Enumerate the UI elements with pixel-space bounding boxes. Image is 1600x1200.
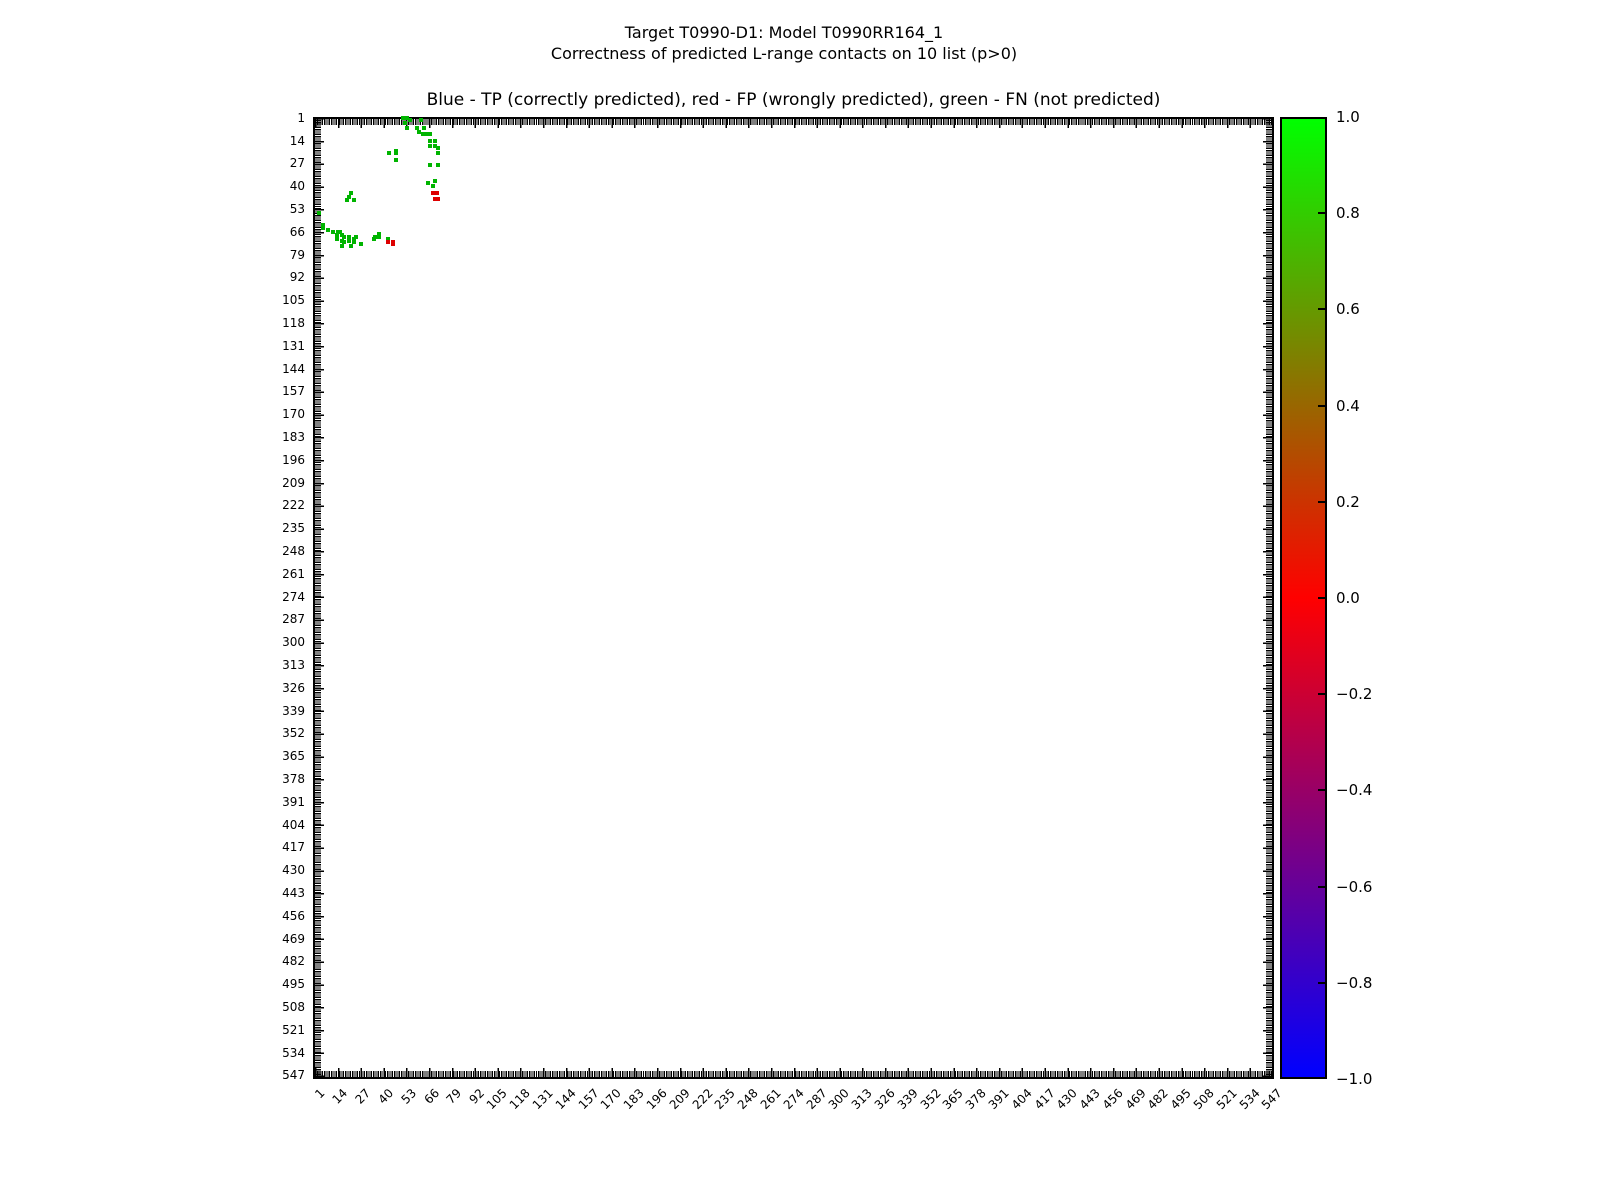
x-tick-label: 352 <box>917 1086 944 1113</box>
y-tick-label: 352 <box>282 726 305 741</box>
y-tick-label: 209 <box>282 475 305 490</box>
minor-ticks-left <box>315 119 321 1077</box>
contact-map-plot <box>313 117 1274 1079</box>
x-tick-label: 1 <box>312 1086 328 1102</box>
scatter-dot <box>428 132 432 136</box>
x-tick-label: 170 <box>598 1086 625 1113</box>
colorbar-tick-label: −0.6 <box>1336 877 1373 896</box>
y-tick-label: 53 <box>289 202 305 217</box>
scatter-dot <box>347 239 351 243</box>
scatter-dot <box>377 235 381 239</box>
colorbar-tick-label: 0.6 <box>1336 300 1360 319</box>
x-tick-label: 313 <box>848 1086 875 1113</box>
scatter-dot <box>428 163 432 167</box>
scatter-dot <box>391 242 395 246</box>
scatter-dot <box>394 158 398 162</box>
scatter-dot <box>317 211 321 215</box>
colorbar-tick-mark <box>1318 212 1325 214</box>
x-tick-label: 534 <box>1236 1086 1263 1113</box>
scatter-dot <box>359 242 363 246</box>
scatter-dot <box>436 163 440 167</box>
y-tick-label: 482 <box>282 954 305 969</box>
y-tick-label: 92 <box>289 270 305 285</box>
major-ticks-right <box>1263 119 1272 1077</box>
x-tick-label: 443 <box>1076 1086 1103 1113</box>
scatter-dot <box>419 118 423 122</box>
colorbar-tick-mark <box>1318 597 1325 599</box>
y-tick-label: 534 <box>282 1045 305 1060</box>
x-tick-label: 235 <box>712 1086 739 1113</box>
x-tick-label: 261 <box>757 1086 784 1113</box>
scatter-dot <box>436 146 440 150</box>
colorbar-tick-mark <box>1318 501 1325 503</box>
colorbar-tick-label: 0.0 <box>1336 589 1360 607</box>
scatter-dot <box>436 197 440 201</box>
colorbar-tick-label: −0.8 <box>1336 973 1373 992</box>
scatter-dot <box>433 179 437 183</box>
y-tick-label: 365 <box>282 749 305 764</box>
colorbar-tick-mark <box>1318 405 1325 407</box>
y-tick-label: 40 <box>289 179 305 194</box>
x-tick-label: 521 <box>1213 1086 1240 1113</box>
scatter-dot <box>387 151 391 155</box>
y-tick-label: 118 <box>282 316 305 331</box>
x-tick-label: 209 <box>666 1086 693 1113</box>
x-tick-label: 495 <box>1167 1086 1195 1113</box>
scatter-dot <box>340 244 344 248</box>
colorbar-tick-label: 0.2 <box>1336 492 1360 511</box>
colorbar-tick-label: 1.0 <box>1336 108 1360 126</box>
x-tick-label: 157 <box>575 1086 602 1113</box>
colorbar-tick-label: −1.0 <box>1336 1070 1373 1088</box>
x-tick-label: 274 <box>780 1086 807 1113</box>
y-tick-label: 469 <box>282 931 305 946</box>
minor-ticks-top <box>315 119 1272 125</box>
y-tick-label: 79 <box>289 247 305 262</box>
y-tick-label: 144 <box>282 361 305 376</box>
scatter-dot <box>428 144 432 148</box>
y-tick-label: 417 <box>282 840 305 855</box>
x-tick-label: 378 <box>962 1086 989 1113</box>
x-tick-label: 92 <box>466 1086 488 1107</box>
scatter-dot <box>335 237 339 241</box>
x-tick-label: 339 <box>894 1086 921 1113</box>
y-tick-label: 378 <box>282 772 305 786</box>
y-tick-label: 443 <box>282 885 305 900</box>
scatter-dot <box>426 181 430 185</box>
x-tick-label: 391 <box>985 1086 1012 1113</box>
y-tick-label: 1 <box>297 110 305 125</box>
y-tick-label: 222 <box>282 498 305 513</box>
y-tick-label: 430 <box>282 863 305 878</box>
x-tick-label: 79 <box>443 1086 465 1107</box>
y-tick-label: 404 <box>282 817 305 832</box>
colorbar-tick-mark <box>1318 693 1325 695</box>
major-ticks-top <box>315 119 1272 128</box>
scatter-dot <box>433 139 437 143</box>
x-tick-label: 183 <box>620 1086 647 1113</box>
colorbar-tick-mark <box>1318 308 1325 310</box>
scatter-dot <box>345 198 349 202</box>
y-tick-label: 248 <box>282 544 305 559</box>
scatter-dot <box>436 151 440 155</box>
figure-title-line2: Correctness of predicted L-range contacts on 10 list (p>0) <box>550 44 1018 63</box>
colorbar-tick-mark <box>1318 789 1325 791</box>
scatter-dot <box>352 198 356 202</box>
scatter-dot <box>431 184 435 188</box>
colorbar-tick-label: 0.8 <box>1336 204 1360 223</box>
scatter-dot <box>422 126 426 130</box>
x-tick-label: 144 <box>552 1086 579 1113</box>
scatter-dot <box>403 121 407 125</box>
figure-title <box>0 22 1568 64</box>
x-tick-label: 417 <box>1031 1086 1058 1113</box>
y-tick-label: 495 <box>282 977 305 992</box>
y-tick-label: 196 <box>282 452 305 467</box>
x-tick-label: 105 <box>484 1086 511 1113</box>
y-tick-label: 339 <box>282 703 305 718</box>
y-tick-label: 391 <box>282 794 305 809</box>
colorbar-tick-label: −0.2 <box>1336 685 1373 704</box>
x-tick-label: 482 <box>1145 1086 1172 1113</box>
x-tick-label: 404 <box>1008 1086 1035 1113</box>
x-tick-label: 131 <box>529 1086 556 1113</box>
y-tick-label: 170 <box>282 407 305 422</box>
y-tick-label: 66 <box>289 224 305 239</box>
scatter-dot <box>326 228 330 232</box>
major-ticks-bottom <box>315 1068 1272 1077</box>
y-tick-label: 261 <box>282 566 305 581</box>
y-tick-label: 508 <box>282 999 305 1014</box>
y-tick-label: 521 <box>282 1022 305 1037</box>
x-tick-label: 53 <box>398 1086 419 1107</box>
scatter-dot <box>408 118 412 122</box>
scatter-dot <box>321 226 325 230</box>
minor-ticks-bottom <box>315 1071 1272 1077</box>
x-tick-label: 547 <box>1259 1086 1286 1113</box>
x-tick-label: 40 <box>375 1086 397 1107</box>
x-tick-label: 14 <box>329 1086 351 1107</box>
y-tick-label: 287 <box>282 612 305 627</box>
x-tick-label: 248 <box>734 1086 761 1113</box>
colorbar-tick-mark <box>1318 886 1325 888</box>
colorbar-tick-label: 0.4 <box>1336 396 1360 415</box>
major-ticks-left <box>315 119 324 1077</box>
x-tick-label: 287 <box>803 1086 830 1113</box>
x-tick-label: 326 <box>871 1086 898 1113</box>
colorbar-tick-label: −0.4 <box>1336 781 1373 800</box>
y-tick-label: 456 <box>282 908 305 923</box>
colorbar-tick-mark <box>1318 982 1325 984</box>
scatter-dot <box>394 151 398 155</box>
y-tick-label: 235 <box>282 521 305 536</box>
y-tick-label: 14 <box>289 133 305 148</box>
x-tick-label: 27 <box>352 1086 374 1107</box>
x-tick-label: 66 <box>421 1086 442 1107</box>
axes-title: Blue - TP (correctly predicted), red - FP (wrongly predicted), green - FN (not predicted) <box>426 90 1161 110</box>
y-tick-label: 326 <box>282 680 305 695</box>
scatter-dot <box>435 191 439 195</box>
y-tick-label: 300 <box>282 635 305 650</box>
x-tick-label: 469 <box>1122 1086 1149 1113</box>
x-tick-label: 118 <box>506 1086 533 1113</box>
minor-ticks-right <box>1266 119 1272 1077</box>
x-tick-label: 430 <box>1054 1086 1081 1113</box>
x-tick-label: 196 <box>643 1086 670 1113</box>
scatter-dot <box>349 244 353 248</box>
figure-title-line1: Target T0990-D1: Model T0990RR164_1 <box>624 23 944 42</box>
y-tick-label: 547 <box>282 1068 305 1083</box>
y-tick-label: 131 <box>282 338 305 353</box>
x-tick-label: 222 <box>689 1086 716 1113</box>
scatter-dot <box>352 240 356 244</box>
x-tick-label: 365 <box>940 1086 967 1113</box>
y-tick-label: 27 <box>289 156 305 171</box>
y-tick-label: 183 <box>282 430 305 445</box>
x-tick-label: 508 <box>1190 1086 1217 1113</box>
x-tick-label: 456 <box>1099 1086 1126 1113</box>
y-tick-label: 274 <box>282 589 305 604</box>
scatter-dot <box>405 126 409 130</box>
y-tick-label: 157 <box>282 384 305 399</box>
y-tick-label: 105 <box>282 293 305 308</box>
y-tick-label: 313 <box>282 658 305 672</box>
scatter-dot <box>428 139 432 143</box>
x-tick-label: 300 <box>826 1086 853 1113</box>
scatter-dot <box>386 240 390 244</box>
